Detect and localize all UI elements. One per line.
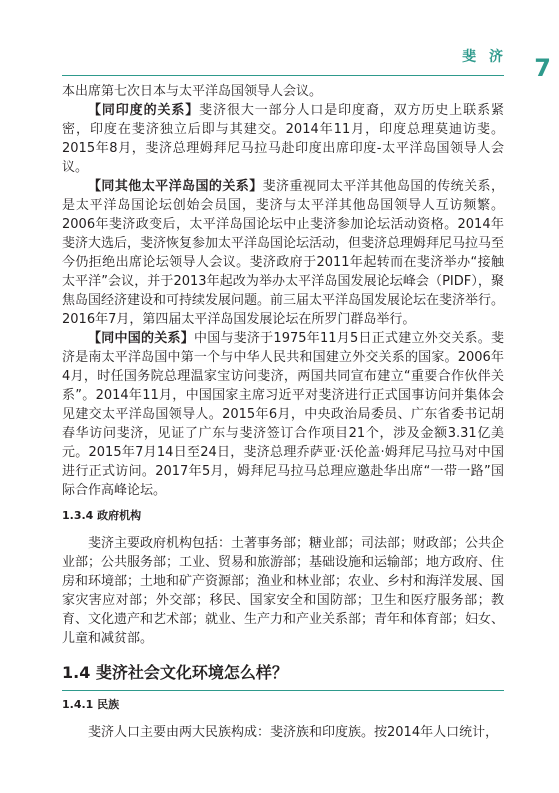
paragraph-government-agencies: 斐济主要政府机构包括：土著事务部；糖业部；司法部；财政部；公共企业部；公共服务部；工业、贸易和旅游部；基础设施和运输部；地方政府、住房和环境部；土地和矿产资源部；渔业和林业部；农业、乡村和海洋发展、国家灾害应对部；外交部；移民、国家安全和国防部；卫生和医疗服务部；教育、文化遗产和艺术部；就业、生产力和产业关系部；青年和体育部；妇女、儿童和减贫部。 xyxy=(62,536,505,646)
paragraph-china-relations xyxy=(62,329,504,500)
paragraph-continued: 本出席第七次日本与太平洋岛国领导人会议。 xyxy=(62,84,323,99)
header-rule xyxy=(62,75,504,76)
paragraph-label: 【同中国的关系】 xyxy=(88,331,194,346)
paragraph-ethnicity: 斐济人口主要由两大民族构成：斐济族和印度族。按2014年人口统计， xyxy=(88,725,499,740)
paragraph-label: 【同其他太平洋岛国的关系】 xyxy=(88,179,263,194)
section-heading-ethnicity: 1.4.1 民族 xyxy=(62,698,120,711)
page-header xyxy=(0,0,559,90)
section-heading-government: 1.3.4 政府机构 xyxy=(62,509,142,522)
paragraph-text: 中国与斐济于1975年11月5日正式建立外交关系。斐济是南太平洋岛国中第一个与中华人民共和国建立外交关系的国家。2006年4月，时任国务院总理温家宝访问斐济，两国共同宣布建立“重要合作伙伴关系”。2014年11月，中国国家主席习近平对斐济进行正式国事访问并集体会见建交太平洋岛国领导人。2015年6月，中央政治局委员、广东省委书记胡春华访问斐济，见证了广东与斐济签订合作项目21个，涉及金额3.31亿美元。2015年7月14日至24日，斐济总理乔萨亚·沃伦盖·姆拜尼马拉马对中国进行正式访问。2017年5月，姆拜尼马拉马总理应邀赴华出席“一带一路”国际合作高峰论坛。 xyxy=(62,331,504,498)
paragraph-text: 斐济重视同太平洋其他岛国的传统关系，是太平洋岛国论坛创始会员国，斐济与太平洋其他岛国领导人互访频繁。2006年斐济政变后，太平洋岛国论坛中止斐济参加论坛活动资格。2014年斐济大选后，斐济恢复参加太平洋岛国论坛活动，但斐济总理姆拜尼马拉马至今仍拒绝出席论坛领导人会议。斐济政府于2011年起转而在斐济举办“接触太平洋”会议，并于2013年起改为举办太平洋岛国发展论坛峰会（PIDF），聚焦岛国经济建设和可持续发展问题。前三届太平洋岛国发展论坛在斐济举行。2016年7月，第四届太平洋岛国发展论坛在所罗门群岛举行。 xyxy=(62,179,505,327)
chapter-heading-social-culture: 1.4 斐济社会文化环境怎么样？ xyxy=(62,662,504,691)
paragraph-text: 斐济很大一部分人口是印度裔，双方历史上联系紧密，印度在斐济独立后即与其建交。2014年11月，印度总理莫迪访斐。2015年8月，斐济总理姆拜尼马拉马赴印度出席印度-太平洋岛国领导人会议。 xyxy=(62,103,504,175)
paragraph-label: 【同印度的关系】 xyxy=(88,103,200,118)
paragraph-pacific-relations xyxy=(62,177,504,329)
page-number: 7 xyxy=(534,54,551,82)
page-content xyxy=(62,82,504,742)
paragraph-india-relations xyxy=(62,101,504,177)
running-header-title: 斐 济 xyxy=(462,49,507,65)
